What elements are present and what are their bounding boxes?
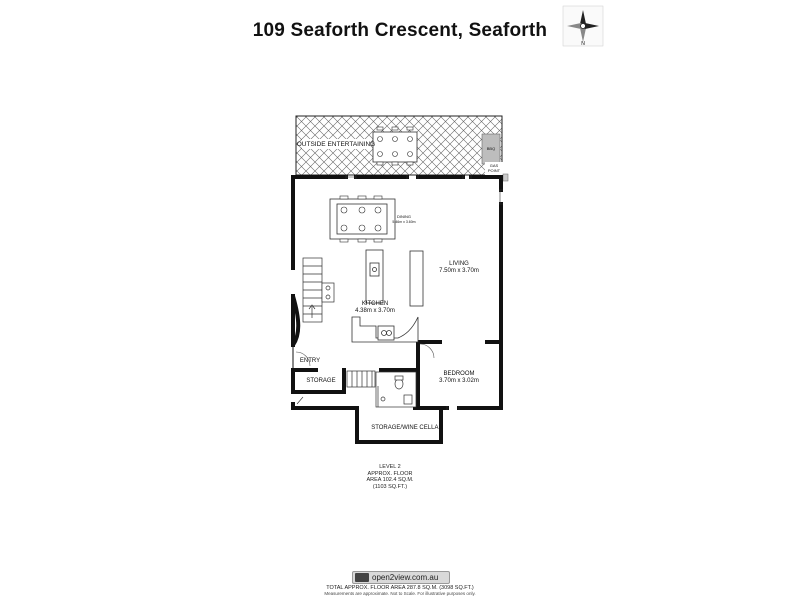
kitchen-bench [352, 317, 418, 342]
storage-label: STORAGE [306, 378, 336, 384]
level-info-line-1: LEVEL 2 [379, 464, 401, 470]
bedroom-name: BEDROOM [443, 371, 475, 377]
level-info-line-3: AREA 102.4 SQ.M. [366, 477, 414, 483]
kitchen-name: KITCHEN [361, 301, 389, 307]
open2view-logo [352, 571, 450, 584]
outside-entertaining-label: OUTSIDE ENTERTAINING [296, 141, 376, 148]
disclaimer: Measurements are approximate. Not to Scale. For illustrative purposes only. [324, 591, 476, 596]
open2view-logo-icon [355, 573, 369, 582]
gas-point-marker [503, 174, 508, 181]
living-dims: 7.50m x 3.70m [439, 268, 479, 274]
dining-name: DINING [397, 214, 411, 219]
bedroom-door-swing [420, 344, 434, 358]
bbq-label: BBQ [486, 146, 496, 151]
dining-dims: 5.46m x 3.60m [392, 220, 416, 224]
gas-point-label-1: GAS [489, 163, 499, 168]
staircase [303, 258, 322, 322]
kitchen-island [366, 250, 423, 306]
kitchen-dims: 4.38m x 3.70m [355, 308, 395, 314]
lower-stair [347, 371, 375, 387]
cellar-label: STORAGE/WINE CELLAR [371, 425, 443, 431]
open2view-logo-text: open2view.com.au [372, 573, 439, 582]
total-floor-area: TOTAL APPROX. FLOOR AREA 287.8 SQ.M. (3098 SQ.FT.) [326, 585, 474, 591]
svg-text:N: N [581, 41, 585, 47]
bathroom-fixtures [376, 372, 416, 407]
bedroom-dims: 3.70m x 3.02m [439, 378, 479, 384]
living-name: LIVING [449, 261, 469, 267]
compass-rose-icon [563, 6, 603, 47]
level-info-line-4: (1103 SQ.FT.) [372, 483, 408, 490]
entry-label: ENTRY [299, 358, 321, 364]
level-info [340, 464, 440, 490]
page-title: 109 Seaforth Crescent, Seaforth [252, 20, 548, 41]
lower-door-swing [297, 397, 303, 404]
level-info-line-2: APPROX. FLOOR [367, 470, 413, 477]
gas-point-label-2: POINT [487, 168, 501, 173]
side-cabinet [322, 283, 334, 302]
dining-table [330, 199, 395, 239]
